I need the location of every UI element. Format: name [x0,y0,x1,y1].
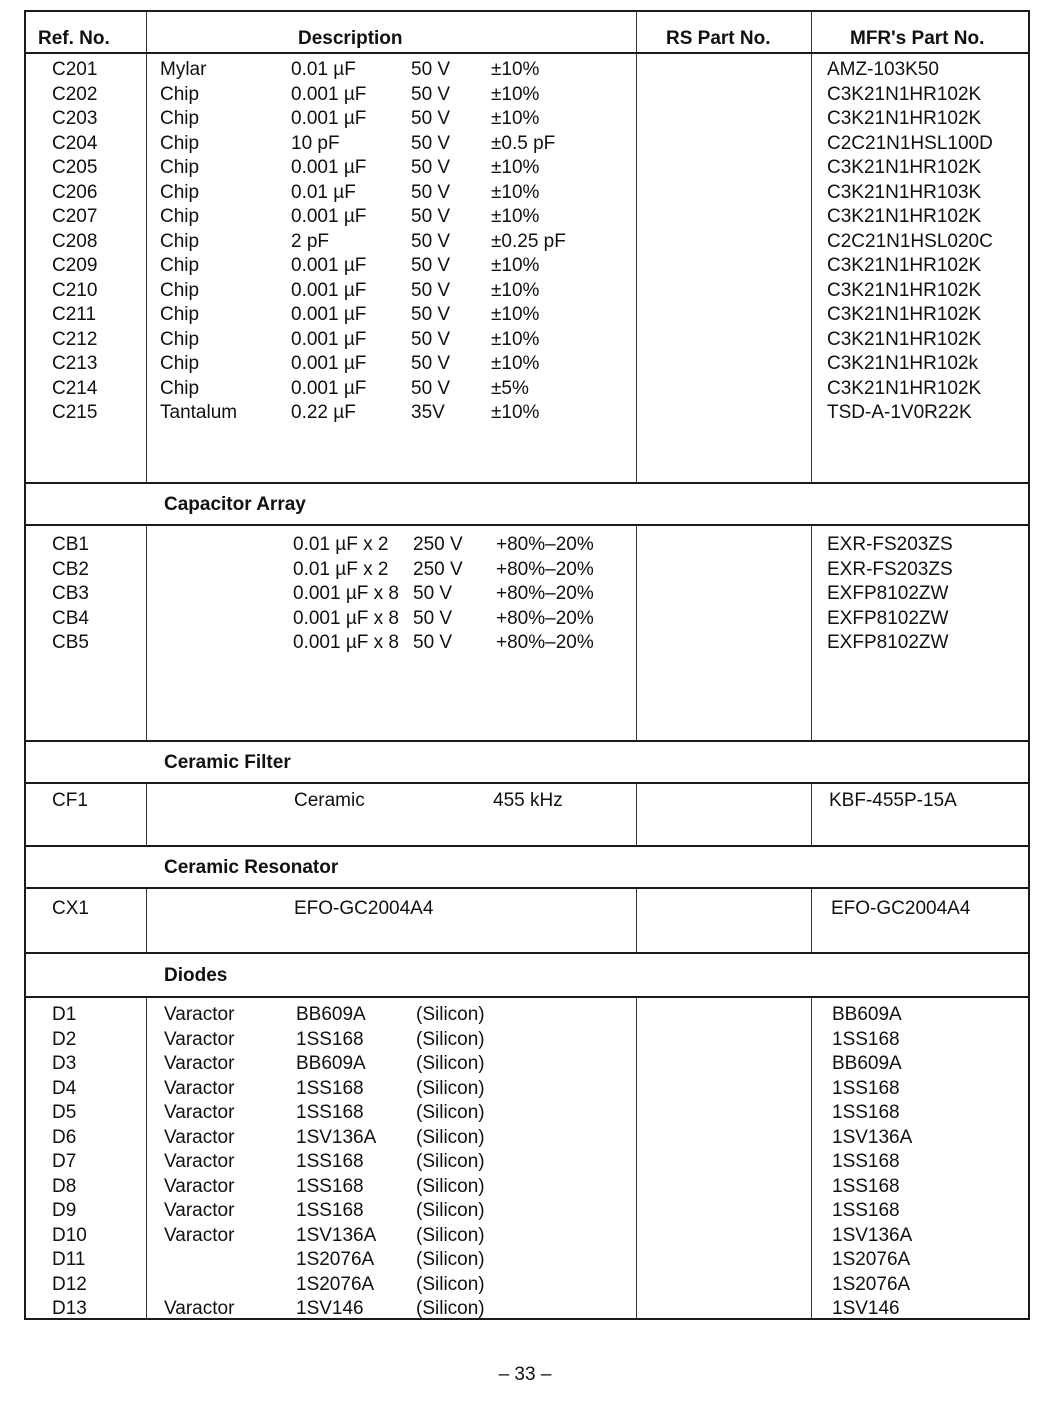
part-material: (Silicon) [416,1200,485,1221]
part-type: Chip [160,279,200,301]
part-tolerance: +80%–20% [496,607,594,629]
part-material: (Silicon) [416,1004,485,1025]
part-material: (Silicon) [416,1298,485,1319]
table-row [26,108,1028,132]
mfr-part-no: 1SS168 [832,1200,900,1221]
table-row [26,1298,1028,1322]
section-title-capacitor-array: Capacitor Array [164,494,306,515]
part-value: 0.001 µF [291,108,367,129]
page-number: – 33 – [498,1364,552,1385]
mfr-part-no: 1S2076A [832,1249,911,1270]
header-description: Description [298,28,403,49]
part-material: (Silicon) [416,1102,485,1123]
table-row [26,206,1028,230]
cf-type: Ceramic [294,790,365,811]
mfr-part-no: 1SV136A [832,1126,913,1148]
part-tolerance: ±0.5 pF [491,132,556,154]
part-material: (Silicon) [416,1077,485,1099]
part-type: Chip [160,304,200,325]
mfr-part-no: BB609A [832,1053,902,1074]
part-value: 0.001 µF [291,206,367,227]
part-value: 1SS168 [296,1200,364,1221]
part-value: 0.001 µF [291,255,367,276]
part-value: 0.001 µF x 8 [293,607,400,629]
part-type: Chip [160,230,200,252]
part-value: 0.001 µF [291,377,367,399]
part-type: Chip [160,132,200,154]
mfr-part-no: C3K21N1HR102K [827,83,982,105]
cx-value: EFO-GC2004A4 [294,898,434,919]
part-type: Mylar [160,59,207,80]
ref-no: CB3 [52,583,89,604]
part-value: 0.001 µF [291,328,367,350]
ref-no: D7 [52,1151,77,1172]
mfr-part-no: EXFP8102ZW [827,583,949,604]
table-row [26,1102,1028,1126]
part-voltage: 50 V [411,230,451,252]
table-row [26,402,1028,426]
part-tolerance: ±10% [491,206,540,227]
ref-no: D9 [52,1200,77,1221]
part-type: Chip [160,108,200,129]
mfr-part-no: C3K21N1HR102K [827,304,982,325]
mfr-part-no: C3K21N1HR102K [827,255,982,276]
part-material: (Silicon) [416,1028,485,1050]
ref-no: C211 [52,304,97,325]
ref-no: CB1 [52,534,89,555]
part-voltage: 50 V [413,632,453,653]
part-value: 0.001 µF x 8 [293,583,400,604]
ref-no: D12 [52,1273,87,1295]
part-value: 1SS168 [296,1028,364,1050]
ref-no: C214 [52,377,98,399]
table-row [26,1029,1028,1053]
mfr-part-no: C3K21N1HR103K [827,181,982,203]
part-type: Chip [160,157,200,178]
part-type: Varactor [164,1077,235,1099]
table-row [26,559,1028,583]
part-tolerance: ±5% [491,377,529,399]
table-row [26,182,1028,206]
ref-no: C206 [52,181,98,203]
part-tolerance: ±0.25 pF [491,230,566,252]
part-value: 0.22 µF [291,402,356,423]
table-row [26,231,1028,255]
part-value: 0.001 µF [291,304,367,325]
table-row [26,329,1028,353]
cx-mfr: EFO-GC2004A4 [831,898,971,919]
section-band-capacitor-array [26,482,1028,526]
part-tolerance: ±10% [491,59,540,80]
part-type: Chip [160,377,200,399]
part-voltage: 50 V [411,377,451,399]
part-value: 0.001 µF [291,83,367,105]
part-type: Chip [160,353,200,374]
part-material: (Silicon) [416,1175,485,1197]
mfr-part-no: 1SS168 [832,1151,900,1172]
part-voltage: 35V [411,402,445,423]
part-material: (Silicon) [416,1126,485,1148]
part-value: 0.001 µF [291,279,367,301]
ref-no: D5 [52,1102,77,1123]
mfr-part-no: AMZ-103K50 [827,59,939,80]
part-tolerance: +80%–20% [496,632,594,653]
part-value: 1SS168 [296,1151,364,1172]
table-row [26,1127,1028,1151]
ref-no: D4 [52,1077,77,1099]
table-row [26,255,1028,279]
part-type: Varactor [164,1200,235,1221]
part-value: 1SV136A [296,1126,377,1148]
table-row [26,1200,1028,1224]
ceramic-filter-row [26,790,1028,814]
part-voltage: 50 V [411,132,451,154]
part-value: 2 pF [291,230,330,252]
mfr-part-no: C3K21N1HR102K [827,279,982,301]
cf-ref: CF1 [52,790,88,811]
ref-no: D13 [52,1298,87,1319]
mfr-part-no: 1SS168 [832,1175,900,1197]
part-value: 1SS168 [296,1175,364,1197]
header-mfr-part-no: MFR's Part No. [850,28,985,49]
part-voltage: 50 V [411,304,451,325]
part-material: (Silicon) [416,1224,485,1246]
mfr-part-no: 1SS168 [832,1077,900,1099]
part-type: Chip [160,83,200,105]
ref-no: D3 [52,1053,77,1074]
ref-no: D2 [52,1028,77,1050]
part-type: Varactor [164,1102,235,1123]
part-material: (Silicon) [416,1053,485,1074]
table-row [26,133,1028,157]
mfr-part-no: BB609A [832,1004,902,1025]
part-type: Varactor [164,1126,235,1148]
part-tolerance: ±10% [491,181,540,203]
ref-no: C212 [52,328,98,350]
part-type: Varactor [164,1004,235,1025]
part-material: (Silicon) [416,1273,485,1295]
mfr-part-no: C2C21N1HSL100D [827,132,993,154]
part-value: 0.001 µF [291,157,367,178]
table-row [26,280,1028,304]
part-type: Varactor [164,1028,235,1050]
table-row [26,1176,1028,1200]
part-value: 1SS168 [296,1102,364,1123]
part-value: BB609A [296,1053,366,1074]
mfr-part-no: 1SS168 [832,1028,900,1050]
part-type: Chip [160,181,200,203]
part-type: Varactor [164,1224,235,1246]
mfr-part-no: C3K21N1HR102K [827,108,982,129]
table-row [26,583,1028,607]
part-tolerance: +80%–20% [496,558,594,580]
parts-list-table [24,10,1030,1320]
part-material: (Silicon) [416,1249,485,1270]
table-row [26,157,1028,181]
part-voltage: 50 V [413,583,453,604]
section-band-diodes [26,952,1028,998]
cx-ref: CX1 [52,898,89,919]
ref-no: C210 [52,279,98,301]
mfr-part-no: C3K21N1HR102K [827,328,982,350]
mfr-part-no: 1SV136A [832,1224,913,1246]
section-title-ceramic-filter: Ceramic Filter [164,752,291,773]
part-tolerance: ±10% [491,255,540,276]
part-value: BB609A [296,1004,366,1025]
part-voltage: 50 V [413,607,453,629]
part-type: Chip [160,328,200,350]
part-value: 0.01 µF [291,59,356,80]
ceramic-resonator-row [26,898,1028,922]
table-row [26,1249,1028,1273]
part-value: 10 pF [291,132,340,154]
part-material: (Silicon) [416,1151,485,1172]
table-row [26,1053,1028,1077]
part-value: 1SV146 [296,1298,364,1319]
mfr-part-no: 1SV146 [832,1298,900,1319]
mfr-part-no: 1S2076A [832,1273,911,1295]
table-row [26,1004,1028,1028]
mfr-part-no: EXR-FS203ZS [827,534,953,555]
part-type: Chip [160,206,200,227]
ref-no: CB4 [52,607,89,629]
part-type: Tantalum [160,402,238,423]
part-voltage: 250 V [413,534,463,555]
ref-no: D10 [52,1224,87,1246]
ref-no: CB5 [52,632,89,653]
part-type: Varactor [164,1175,235,1197]
ref-no: C207 [52,206,98,227]
ref-no: C213 [52,353,98,374]
table-row [26,1151,1028,1175]
header-rule [26,52,1028,54]
table-row [26,59,1028,83]
section-band-ceramic-filter [26,740,1028,784]
mfr-part-no: EXFP8102ZW [827,632,949,653]
mfr-part-no: EXFP8102ZW [827,607,949,629]
part-value: 0.001 µF x 8 [293,632,400,653]
part-voltage: 250 V [413,558,463,580]
mfr-part-no: C2C21N1HSL020C [827,230,993,252]
table-row [26,353,1028,377]
table-row [26,378,1028,402]
ref-no: D6 [52,1126,77,1148]
table-row [26,534,1028,558]
table-row [26,1274,1028,1298]
ref-no: C201 [52,59,98,80]
section-title-ceramic-resonator: Ceramic Resonator [164,857,339,878]
ref-no: C208 [52,230,98,252]
part-voltage: 50 V [411,108,451,129]
part-tolerance: ±10% [491,157,540,178]
table-row [26,608,1028,632]
part-type: Varactor [164,1151,235,1172]
ref-no: C203 [52,108,98,129]
mfr-part-no: TSD-A-1V0R22K [827,402,972,423]
part-type: Chip [160,255,200,276]
table-row [26,304,1028,328]
mfr-part-no: C3K21N1HR102K [827,157,982,178]
table-row [26,1078,1028,1102]
header-ref-no: Ref. No. [38,28,110,49]
part-voltage: 50 V [411,279,451,301]
section-band-ceramic-resonator [26,845,1028,889]
part-value: 1S2076A [296,1273,375,1295]
part-value: 1SV136A [296,1224,377,1246]
part-voltage: 50 V [411,255,451,276]
table-row [26,632,1028,656]
part-tolerance: ±10% [491,353,540,374]
part-value: 0.01 µF [291,181,356,203]
ref-no: C204 [52,132,98,154]
part-tolerance: ±10% [491,83,540,105]
part-tolerance: ±10% [491,304,540,325]
section-title-diodes: Diodes [164,965,228,986]
mfr-part-no: EXR-FS203ZS [827,558,953,580]
part-voltage: 50 V [411,157,451,178]
part-value: 0.01 µF x 2 [293,534,389,555]
part-tolerance: +80%–20% [496,583,594,604]
mfr-part-no: C3K21N1HR102k [827,353,979,374]
ref-no: D8 [52,1175,77,1197]
cf-freq: 455 kHz [493,790,563,811]
ref-no: C205 [52,157,98,178]
part-tolerance: ±10% [491,328,540,350]
mfr-part-no: C3K21N1HR102K [827,206,982,227]
part-voltage: 50 V [411,59,451,80]
mfr-part-no: C3K21N1HR102K [827,377,982,399]
part-value: 0.01 µF x 2 [293,558,389,580]
part-voltage: 50 V [411,206,451,227]
header-rs-part-no: RS Part No. [666,28,771,49]
ref-no: C215 [52,402,98,423]
part-voltage: 50 V [411,83,451,105]
part-value: 1S2076A [296,1249,375,1270]
part-type: Varactor [164,1053,235,1074]
mfr-part-no: 1SS168 [832,1102,900,1123]
cf-mfr: KBF-455P-15A [829,790,957,811]
part-voltage: 50 V [411,353,451,374]
part-tolerance: +80%–20% [496,534,594,555]
ref-no: CB2 [52,558,89,580]
ref-no: C202 [52,83,98,105]
ref-no: C209 [52,255,98,276]
ref-no: D1 [52,1004,77,1025]
ref-no: D11 [52,1249,86,1270]
part-voltage: 50 V [411,328,451,350]
part-tolerance: ±10% [491,108,540,129]
part-value: 1SS168 [296,1077,364,1099]
table-row [26,1225,1028,1249]
part-type: Varactor [164,1298,235,1319]
part-value: 0.001 µF [291,353,367,374]
part-tolerance: ±10% [491,402,540,423]
table-row [26,84,1028,108]
part-tolerance: ±10% [491,279,540,301]
part-voltage: 50 V [411,181,451,203]
